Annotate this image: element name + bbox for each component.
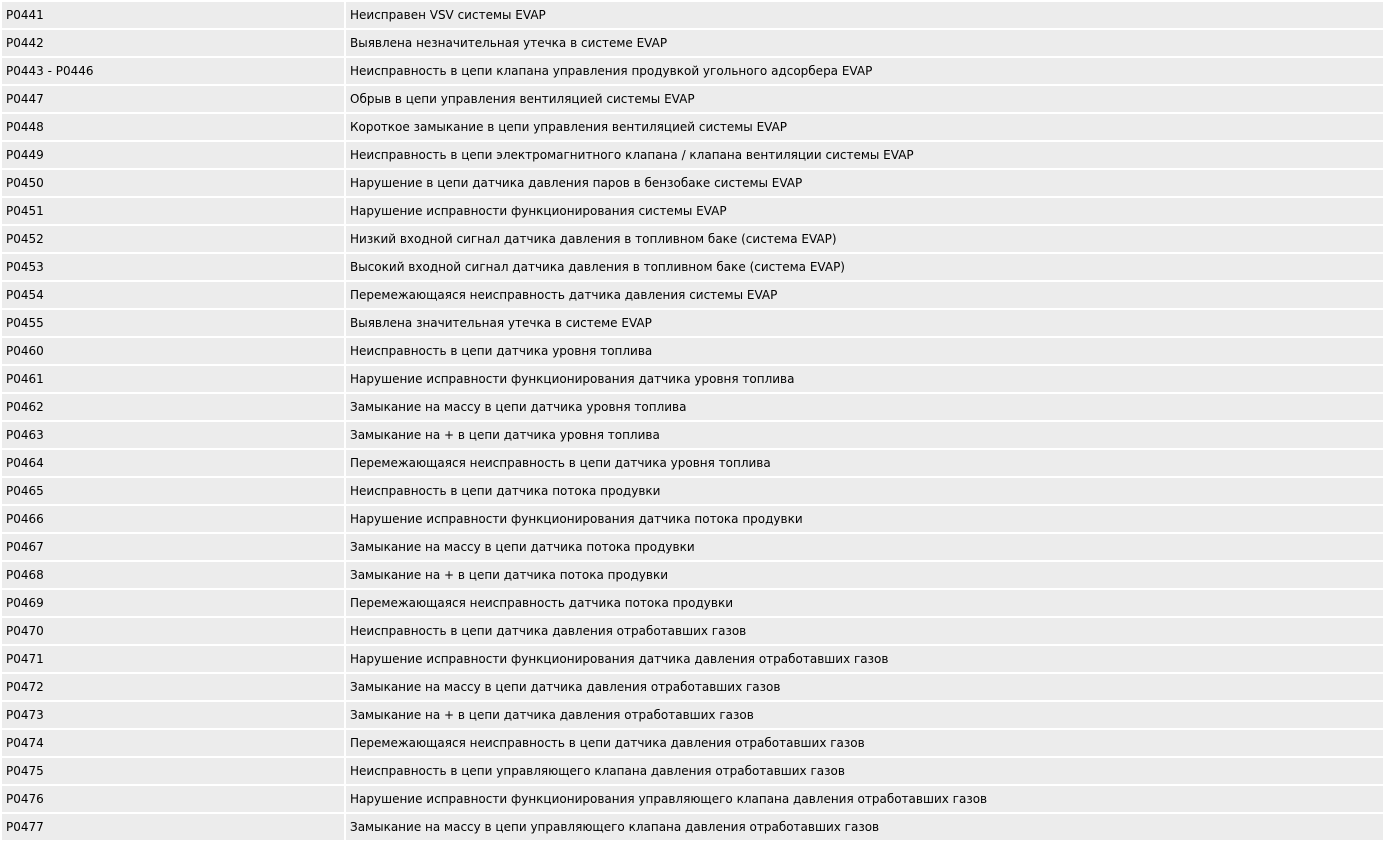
table-row	[2, 366, 1383, 392]
table-row	[2, 814, 1383, 840]
description-cell: Выявлена незначительная утечка в системе EVAP	[346, 30, 1383, 56]
code-cell: P0472	[2, 674, 344, 700]
description-cell: Неисправность в цепи клапана управления продувкой угольного адсорбера EVAP	[346, 58, 1383, 84]
description-cell: Высокий входной сигнал датчика давления в топливном баке (система EVAP)	[346, 254, 1383, 280]
description-cell: Неисправность в цепи управляющего клапана давления отработавших газов	[346, 758, 1383, 784]
table-row	[2, 534, 1383, 560]
description-cell: Короткое замыкание в цепи управления вентиляцией системы EVAP	[346, 114, 1383, 140]
table-row	[2, 786, 1383, 812]
description-cell: Нарушение исправности функционирования управляющего клапана давления отработавших газов	[346, 786, 1383, 812]
description-cell: Замыкание на массу в цепи датчика давления отработавших газов	[346, 674, 1383, 700]
description-cell: Замыкание на массу в цепи датчика уровня топлива	[346, 394, 1383, 420]
table-row	[2, 758, 1383, 784]
table-row	[2, 674, 1383, 700]
code-cell: P0476	[2, 786, 344, 812]
description-cell: Неисправность в цепи датчика потока продувки	[346, 478, 1383, 504]
description-cell: Нарушение исправности функционирования системы EVAP	[346, 198, 1383, 224]
description-cell: Замыкание на массу в цепи управляющего клапана давления отработавших газов	[346, 814, 1383, 840]
code-cell: P0462	[2, 394, 344, 420]
table-row	[2, 422, 1383, 448]
code-cell: P0461	[2, 366, 344, 392]
code-cell: P0442	[2, 30, 344, 56]
table-row	[2, 338, 1383, 364]
code-cell: P0441	[2, 2, 344, 28]
code-cell: P0465	[2, 478, 344, 504]
code-cell: P0453	[2, 254, 344, 280]
description-cell: Нарушение в цепи датчика давления паров в бензобаке системы EVAP	[346, 170, 1383, 196]
table-row	[2, 310, 1383, 336]
codes-table-body	[2, 2, 1383, 840]
description-cell: Выявлена значительная утечка в системе EVAP	[346, 310, 1383, 336]
table-row	[2, 590, 1383, 616]
description-cell: Неисправен VSV системы EVAP	[346, 2, 1383, 28]
description-cell: Нарушение исправности функционирования датчика потока продувки	[346, 506, 1383, 532]
description-cell: Замыкание на + в цепи датчика уровня топлива	[346, 422, 1383, 448]
table-row	[2, 114, 1383, 140]
code-cell: P0466	[2, 506, 344, 532]
table-row	[2, 58, 1383, 84]
table-row	[2, 618, 1383, 644]
description-cell: Замыкание на + в цепи датчика потока продувки	[346, 562, 1383, 588]
table-row	[2, 86, 1383, 112]
description-cell: Перемежающаяся неисправность в цепи датчика уровня топлива	[346, 450, 1383, 476]
table-row	[2, 506, 1383, 532]
code-cell: P0452	[2, 226, 344, 252]
code-cell: P0471	[2, 646, 344, 672]
code-cell: P0448	[2, 114, 344, 140]
table-row	[2, 282, 1383, 308]
table-row	[2, 198, 1383, 224]
description-cell: Низкий входной сигнал датчика давления в топливном баке (система EVAP)	[346, 226, 1383, 252]
code-cell: P0451	[2, 198, 344, 224]
table-row	[2, 450, 1383, 476]
description-cell: Нарушение исправности функционирования датчика давления отработавших газов	[346, 646, 1383, 672]
table-row	[2, 730, 1383, 756]
code-cell: P0477	[2, 814, 344, 840]
code-cell: P0475	[2, 758, 344, 784]
description-cell: Неисправность в цепи датчика давления отработавших газов	[346, 618, 1383, 644]
table-row	[2, 254, 1383, 280]
code-cell: P0473	[2, 702, 344, 728]
code-cell: P0443 - P0446	[2, 58, 344, 84]
description-cell: Неисправность в цепи датчика уровня топлива	[346, 338, 1383, 364]
code-cell: P0470	[2, 618, 344, 644]
table-row	[2, 562, 1383, 588]
code-cell: P0464	[2, 450, 344, 476]
table-row	[2, 30, 1383, 56]
code-cell: P0454	[2, 282, 344, 308]
description-cell: Перемежающаяся неисправность датчика потока продувки	[346, 590, 1383, 616]
code-cell: P0467	[2, 534, 344, 560]
table-row	[2, 394, 1383, 420]
code-cell: P0468	[2, 562, 344, 588]
code-cell: P0474	[2, 730, 344, 756]
description-cell: Обрыв в цепи управления вентиляцией системы EVAP	[346, 86, 1383, 112]
code-cell: P0469	[2, 590, 344, 616]
description-cell: Замыкание на + в цепи датчика давления отработавших газов	[346, 702, 1383, 728]
code-cell: P0449	[2, 142, 344, 168]
description-cell: Неисправность в цепи электромагнитного клапана / клапана вентиляции системы EVAP	[346, 142, 1383, 168]
table-row	[2, 646, 1383, 672]
description-cell: Перемежающаяся неисправность в цепи датчика давления отработавших газов	[346, 730, 1383, 756]
table-row	[2, 478, 1383, 504]
code-cell: P0455	[2, 310, 344, 336]
table-row	[2, 142, 1383, 168]
table-row	[2, 702, 1383, 728]
code-cell: P0460	[2, 338, 344, 364]
table-row	[2, 2, 1383, 28]
table-row	[2, 170, 1383, 196]
code-cell: P0447	[2, 86, 344, 112]
description-cell: Замыкание на массу в цепи датчика потока продувки	[346, 534, 1383, 560]
table-row	[2, 226, 1383, 252]
description-cell: Нарушение исправности функционирования датчика уровня топлива	[346, 366, 1383, 392]
code-cell: P0463	[2, 422, 344, 448]
code-cell: P0450	[2, 170, 344, 196]
description-cell: Перемежающаяся неисправность датчика давления системы EVAP	[346, 282, 1383, 308]
